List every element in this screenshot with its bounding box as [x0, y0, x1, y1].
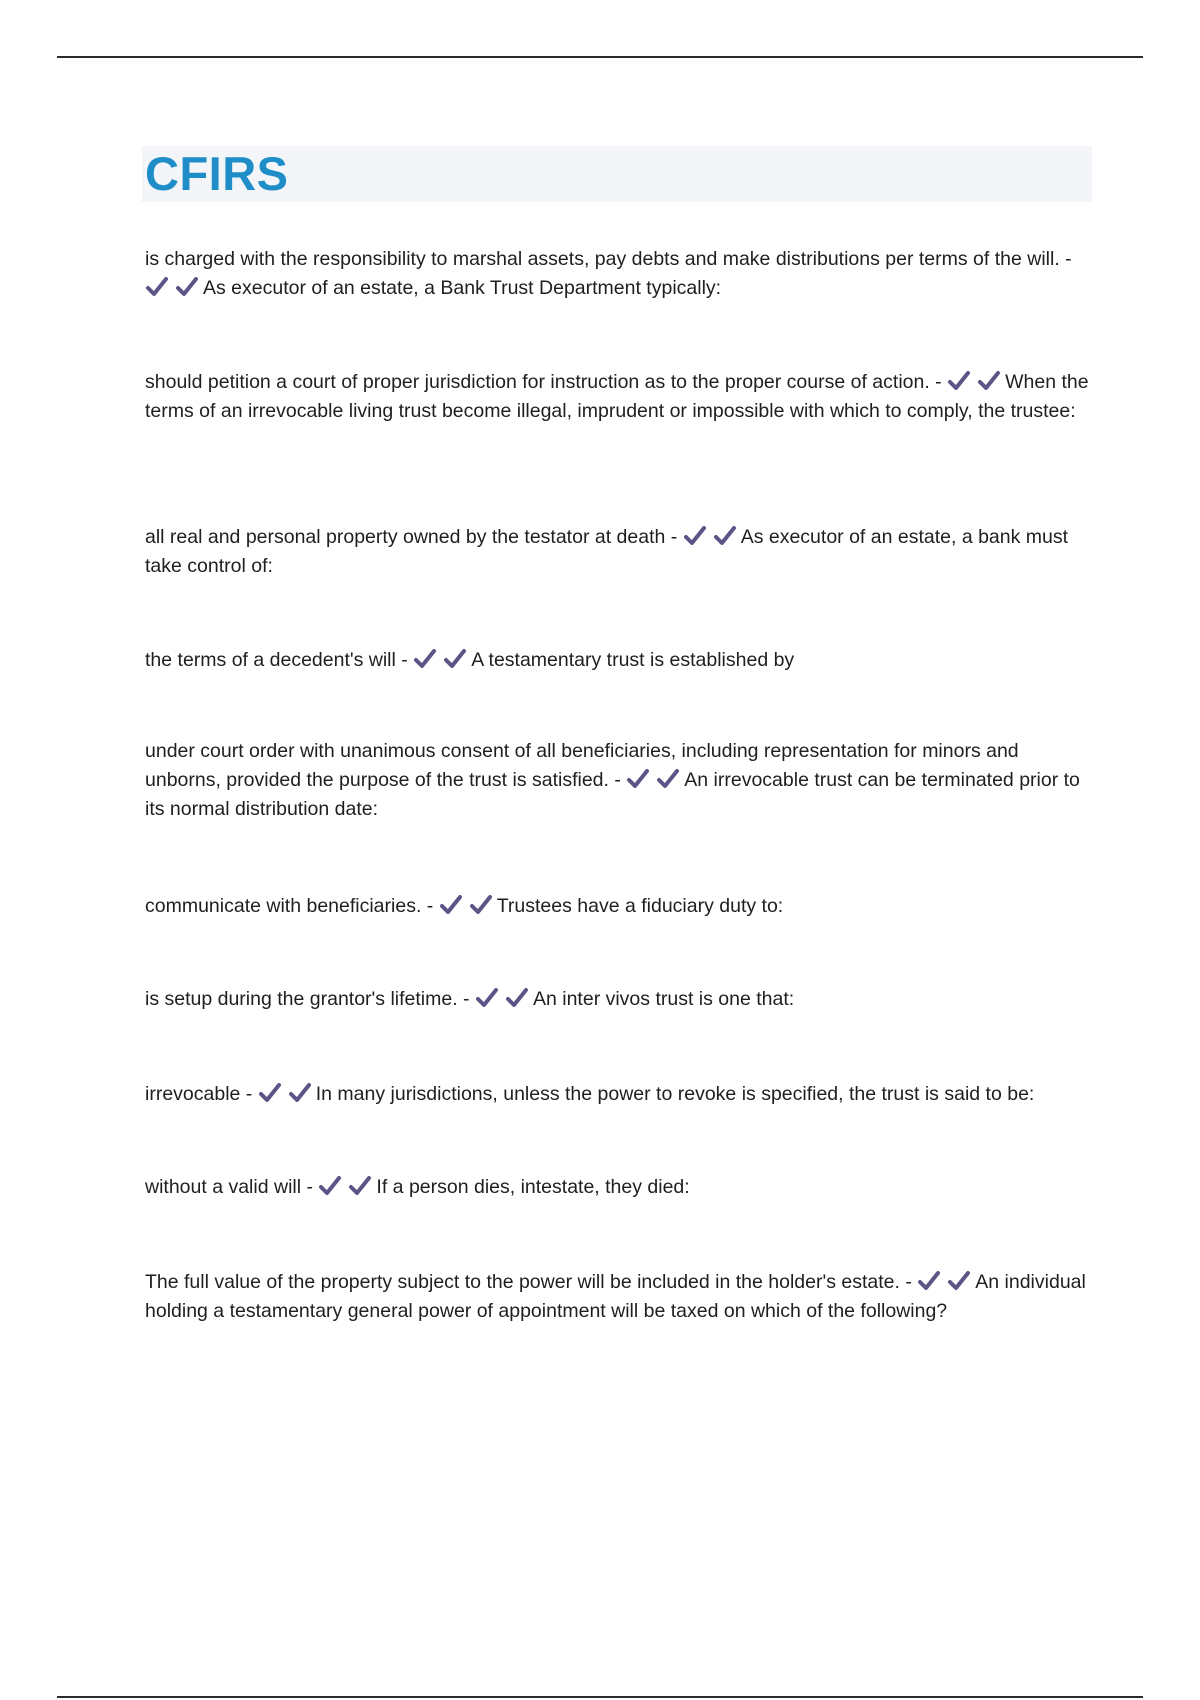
- separator: -: [301, 1176, 319, 1198]
- check-icon: [348, 1175, 372, 1197]
- answer-text: communicate with beneficiaries.: [145, 895, 422, 917]
- separator: -: [395, 649, 414, 671]
- separator: -: [457, 988, 475, 1010]
- question-text: If a person dies, intestate, they died:: [376, 1176, 690, 1198]
- answer-text: all real and personal property owned by the testator at death: [145, 526, 666, 548]
- check-icon: [626, 768, 650, 790]
- check-icon: [318, 1175, 342, 1197]
- document-title: CFIRS: [145, 147, 289, 200]
- check-icon: [288, 1082, 312, 1104]
- question-text: In many jurisdictions, unless the power to revoke is specified, the trust is said to be:: [315, 1083, 1035, 1105]
- answer-text: irrevocable: [145, 1083, 241, 1105]
- check-icon: [145, 276, 169, 298]
- qa-entry: [145, 1173, 1095, 1202]
- check-icon: [683, 525, 707, 547]
- check-icon: [175, 276, 199, 298]
- qa-entry: [145, 737, 1095, 824]
- separator: -: [421, 895, 439, 917]
- answer-text: should petition a court of proper jurisdiction for instruction as to the proper course of action.: [145, 371, 930, 393]
- qa-entry: [145, 523, 1095, 581]
- check-icon: [505, 987, 529, 1009]
- question-text: An inter vivos trust is one that:: [532, 988, 795, 1010]
- check-icon: [947, 1270, 971, 1292]
- qa-entry: [145, 1080, 1095, 1109]
- answer-text: the terms of a decedent's will: [145, 649, 396, 671]
- top-rule: [57, 56, 1143, 58]
- answer-text: under court order with unanimous consent of all beneficiaries, including representation for minors and unborns, provided the purpose of the trust is satisfied.: [145, 740, 1019, 791]
- check-icon: [977, 370, 1001, 392]
- answer-text: is setup during the grantor's lifetime.: [145, 988, 458, 1010]
- check-icon: [469, 894, 493, 916]
- check-icon: [475, 987, 499, 1009]
- question-text: An irrevocable trust can be terminated prior to its normal distribution date:: [145, 769, 1080, 820]
- check-icon: [917, 1270, 941, 1292]
- check-icon: [947, 370, 971, 392]
- separator: -: [240, 1083, 258, 1105]
- question-text: When the terms of an irrevocable living trust become illegal, imprudent or impossible with which to comply, the trustee:: [145, 371, 1089, 422]
- separator: -: [608, 769, 627, 791]
- separator: -: [929, 371, 948, 393]
- qa-entry: [145, 892, 1095, 921]
- check-icon: [439, 894, 463, 916]
- qa-entry: [145, 245, 1095, 303]
- question-text: An individual holding a testamentary general power of appointment will be taxed on which of the following?: [145, 1271, 1086, 1322]
- separator: -: [899, 1271, 918, 1293]
- question-text: Trustees have a fiduciary duty to:: [496, 895, 784, 917]
- qa-entry: [145, 646, 1095, 675]
- check-icon: [656, 768, 680, 790]
- qa-entry: [145, 368, 1095, 426]
- question-text: As executor of an estate, a Bank Trust Department typically:: [203, 277, 722, 299]
- answer-text: is charged with the responsibility to marshal assets, pay debts and make distributions per terms of the will.: [145, 248, 1060, 270]
- separator: -: [665, 526, 683, 548]
- check-icon: [258, 1082, 282, 1104]
- check-icon: [413, 648, 437, 670]
- answer-text: without a valid will: [145, 1176, 302, 1198]
- answer-text: The full value of the property subject to the power will be included in the holder's estate.: [145, 1271, 900, 1293]
- separator: -: [1059, 248, 1072, 270]
- check-icon: [713, 525, 737, 547]
- check-icon: [443, 648, 467, 670]
- qa-entry: [145, 985, 1095, 1014]
- qa-entry: [145, 1268, 1095, 1326]
- question-text: As executor of an estate, a bank must take control of:: [145, 526, 1069, 577]
- question-text: A testamentary trust is established by: [471, 649, 795, 671]
- bottom-rule: [57, 1696, 1143, 1698]
